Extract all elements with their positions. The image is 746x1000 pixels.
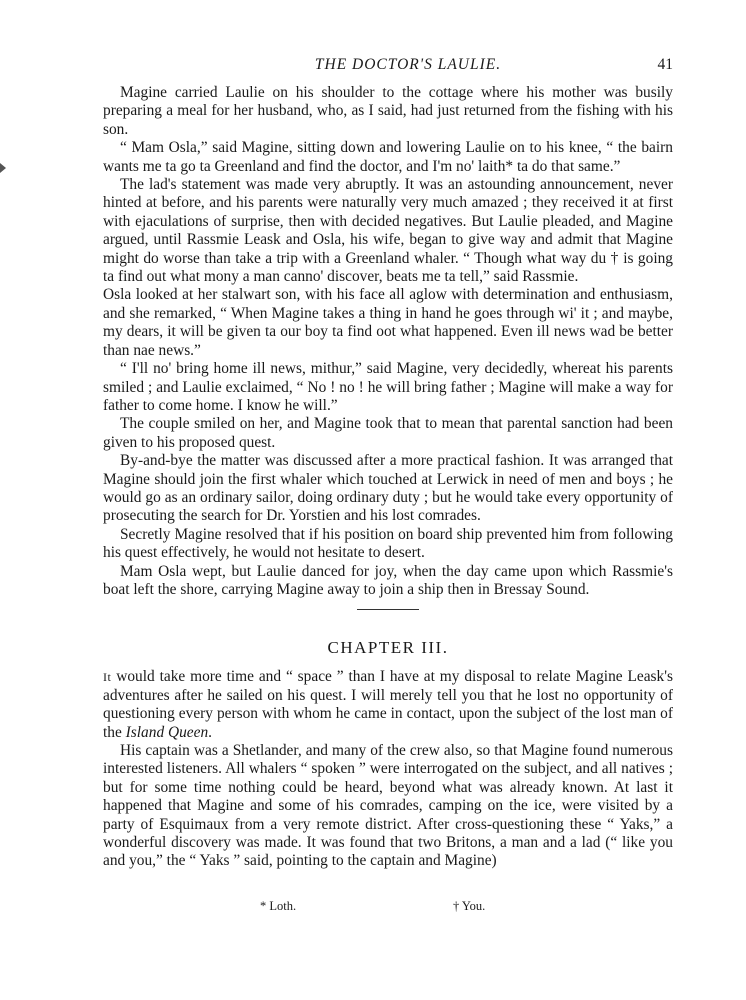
ship-name: Island Queen (125, 723, 209, 741)
paragraph: “ Mam Osla,” said Magine, sitting down and lowering Laulie on to his knee, “ the bairn wants me ta go ta Greenland and find the doctor, and I'm no' laith* ta do that same.” (103, 139, 673, 175)
footnote-you: † You. (453, 899, 486, 913)
paragraph: The lad's statement was made very abruptly. It was an astounding announcement, never hinted at before, and his parents were naturally very much amazed ; they received it at first with ejaculations of surprise, then with decided negatives. But Laulie pleaded, and Magine argued, until Rassmie Leask and Osla, his wife, began to give way and admit that Magine might do worse than take a trip with a Greenland whaler. “ Though what way du † is going ta find out what mony a man canno' discover, beats me ta tell,” said Rassmie. (103, 176, 673, 286)
paragraph: Magine carried Laulie on his shoulder to the cottage where his mother was busily preparing a meal for her husband, who, as I said, had just returned from the fishing with his son. (103, 84, 673, 138)
paragraph-text: would take more time and “ space ” than I have at my disposal to relate Magine Leask's adventures after he sailed on his quest. I will merely tell you that he lost no opportunity of questioning every person with whom he came in contact, upon the subject of the lost man of the (103, 668, 673, 741)
running-head (103, 56, 673, 84)
paragraph: His captain was a Shetlander, and many of the crew also, so that Magine found numerous interested listeners. All whalers “ spoken ” were interrogated on the subject, and all natives ; but for some time nothing could be heard, beyond what was already known. At last it happened that Magine and some of his comrades, camping on the ice, were visited by a party of Esquimaux from a very remote district. After cross-questioning these “ Yaks,” a wonderful discovery was made. It was found that two Britons, a man and a lad (“ like you and you,” the “ Yaks ” said, pointing to the captain and Magine) (103, 742, 673, 870)
section-divider (357, 609, 419, 610)
paragraph: “ I'll no' bring home ill news, mithur,” said Magine, very decidedly, whereat his parents smiled ; and Laulie exclaimed, “ No ! no ! he will bring father ; Magine will make a way for father to come home. I know he will.” (103, 360, 673, 414)
paragraph: By-and-bye the matter was discussed after a more practical fashion. It was arranged that Magine should join the first whaler which touched at Lerwick in need of men and boys ; he would go as an ordinary sailor, doing ordinary duty ; but he would take every opportunity of prosecuting the search for Dr. Yorstien and his lost comrades. (103, 452, 673, 525)
chapter-iii-text (103, 668, 673, 870)
page-number: 41 (657, 56, 673, 73)
book-page (103, 56, 673, 913)
footnote-loth: * Loth. (260, 899, 297, 913)
lead-word: It (103, 670, 112, 685)
running-title: THE DOCTOR'S LAULIE. (314, 56, 502, 73)
chapter-heading: CHAPTER III. (327, 638, 449, 658)
paragraph: Secretly Magine resolved that if his position on board ship prevented him from following his quest effectively, he would not hesitate to desert. (103, 525, 673, 562)
margin-mark (0, 163, 6, 173)
chapter-ii-text (103, 84, 673, 599)
paragraph: The couple smiled on her, and Magine took that to mean that parental sanction had been given to his proposed quest. (103, 415, 673, 451)
paragraph: Mam Osla wept, but Laulie danced for joy, when the day came upon which Rassmie's boat left the shore, carrying Magine away to join a ship then in Bressay Sound. (103, 562, 673, 598)
paragraph (103, 668, 673, 742)
paragraph-text: . (208, 723, 213, 741)
paragraph: Osla looked at her stalwart son, with his face all aglow with determination and enthusiasm, and she remarked, “ When Magine takes a thing in hand he goes through wi' it ; and maybe, my dears, it will be given ta our boy ta find oot what happened. Even ill news wad be better than nae news.” (103, 286, 673, 359)
